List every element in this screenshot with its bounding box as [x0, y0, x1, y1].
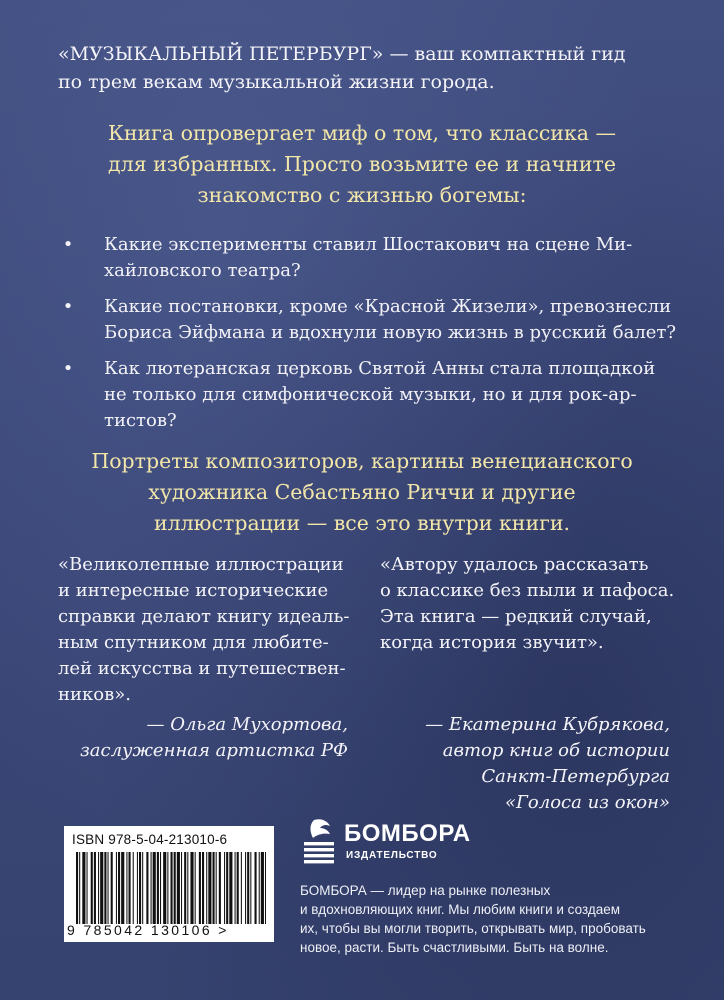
list-item-line: не только для симфонической музыки, но и для рок-ар-: [104, 384, 637, 405]
list-item: [58, 356, 678, 434]
barcode-bar: [229, 852, 232, 924]
barcode-bar: [184, 852, 186, 924]
barcode-bar: [187, 852, 188, 924]
barcode-bar: [167, 852, 168, 924]
barcode-bar: [82, 852, 85, 924]
quote-line: лей искусства и путешествен-: [58, 658, 346, 679]
barcode-bar: [100, 852, 103, 924]
mid-line: иллюстрации — все это внутри книги.: [153, 511, 571, 535]
barcode-bar: [151, 852, 152, 924]
list-item-line: хайловского театра?: [104, 260, 301, 281]
barcode-bar: [245, 852, 246, 924]
barcode-bar: [146, 852, 148, 924]
author-line: автор книг об истории: [442, 740, 670, 761]
barcode-bar: [116, 852, 117, 924]
barcode-bar: [121, 852, 124, 924]
barcode-bar: [142, 852, 143, 924]
question-list: [58, 232, 678, 444]
review-author-left: [58, 712, 348, 764]
review-quote-right: [380, 552, 680, 656]
bullet-icon: •: [62, 358, 74, 379]
barcode-bar: [163, 852, 166, 924]
barcode-bar: [237, 852, 239, 924]
author-line: — Ольга Мухортова,: [146, 714, 348, 735]
logo-subtitle: ИЗДАТЕЛЬСТВО: [346, 850, 438, 861]
barcode-bar: [208, 852, 211, 924]
publisher-logo: [300, 814, 471, 870]
barcode-digits: 9 785042 130106 >: [67, 922, 229, 938]
lead-line: знакомство с жизнью богемы:: [197, 183, 527, 207]
isbn-barcode: [64, 826, 274, 942]
barcode-bar: [133, 852, 134, 924]
barcode-bar: [104, 852, 106, 924]
quote-line: «Автору удалось рассказать: [380, 554, 649, 575]
barcode-bar: [137, 852, 138, 924]
barcode-bar: [79, 852, 80, 924]
logo-name: БОМБОРА: [344, 820, 471, 847]
wave-logo-icon: [300, 816, 338, 866]
intro-text: [58, 40, 678, 96]
quote-line: о классике без пыли и пафоса.: [380, 580, 675, 601]
barcode-bar: [235, 852, 236, 924]
barcode-bar: [202, 852, 204, 924]
barcode-bars: [76, 852, 266, 924]
barcode-bar: [126, 852, 127, 924]
review-author-right: [380, 712, 670, 816]
barcode-bar: [177, 852, 180, 924]
lead-text: [40, 118, 684, 211]
quote-line: Эта книга — редкий случай,: [380, 606, 652, 627]
barcode-bar: [139, 852, 141, 924]
author-line: заслуженная артистка РФ: [79, 740, 348, 761]
bullet-icon: •: [62, 234, 74, 255]
barcode-bar: [181, 852, 182, 924]
mid-line: Портреты композиторов, картины венецианского: [91, 449, 633, 473]
barcode-bar: [213, 852, 215, 924]
barcode-bar: [171, 852, 173, 924]
barcode-bar: [199, 852, 201, 924]
publisher-line: и вдохновляющих книг. Мы любим книги и создаем: [300, 902, 621, 917]
barcode-bar: [206, 852, 207, 924]
review-quote-left: [58, 552, 358, 708]
list-item: [58, 294, 678, 346]
barcode-bar: [226, 852, 228, 924]
illustrations-text: [40, 446, 684, 539]
barcode-bar: [157, 852, 159, 924]
quote-line: ников».: [58, 684, 131, 705]
barcode-bar: [255, 852, 257, 924]
isbn-number: ISBN 978-5-04-213010-6: [72, 832, 228, 847]
barcode-bar: [76, 852, 78, 924]
barcode-bar: [174, 852, 176, 924]
barcode-bar: [241, 852, 242, 924]
barcode-bar: [195, 852, 196, 924]
barcode-bar: [224, 852, 225, 924]
author-line: «Голоса из окон»: [504, 792, 670, 813]
barcode-bar: [98, 852, 99, 924]
barcode-bar: [216, 852, 217, 924]
barcode-bar: [129, 852, 131, 924]
quote-line: когда история звучит».: [380, 632, 604, 653]
intro-line: по трем векам музыкальной жизни города.: [58, 71, 495, 93]
barcode-bar: [265, 852, 266, 924]
barcode-bar: [108, 852, 109, 924]
barcode-bar: [91, 852, 93, 924]
publisher-description: [300, 881, 680, 957]
list-item-line: Бориса Эйфмана и вдохнули новую жизнь в русский балет?: [104, 322, 677, 343]
lead-line: для избранных. Просто возьмите ее и начните: [108, 152, 616, 176]
bullet-icon: •: [62, 296, 74, 317]
publisher-line: БОМБОРА — лидер на рынке полезных: [300, 883, 551, 898]
quote-line: «Великолепные иллюстрации: [58, 554, 344, 575]
author-line: Санкт-Петербурга: [481, 766, 670, 787]
list-item-line: Как лютеранская церковь Святой Анны стала площадкой: [104, 358, 656, 379]
barcode-bar: [94, 852, 96, 924]
barcode-bar: [153, 852, 156, 924]
barcode-bar: [118, 852, 120, 924]
barcode-bar: [247, 852, 249, 924]
barcode-bar: [259, 852, 260, 924]
intro-line: «МУЗЫКАЛЬНЫЙ ПЕТЕРБУРГ» — ваш компактный гид: [58, 43, 626, 65]
list-item: [58, 232, 678, 284]
barcode-bar: [219, 852, 221, 924]
quote-line: и интересные исторические: [58, 580, 329, 601]
list-item-line: Какие постановки, кроме «Красной Жизели», превознесли: [104, 296, 672, 317]
barcode-bar: [160, 852, 161, 924]
barcode-bar: [111, 852, 113, 924]
mid-line: художника Себастьяно Риччи и другие: [148, 480, 576, 504]
publisher-line: новое, расти. Быть счастливыми. Быть на волне.: [300, 940, 609, 955]
barcode-bar: [190, 852, 193, 924]
quote-line: ным спутником для любите-: [58, 632, 329, 653]
barcode-bar: [261, 852, 264, 924]
list-item-line: Какие эксперименты ставил Шостакович на сцене Ми-: [104, 234, 633, 255]
author-line: — Екатерина Кубрякова,: [425, 714, 670, 735]
barcode-bar: [250, 852, 251, 924]
barcode-bar: [87, 852, 88, 924]
publisher-line: их, чтобы вы могли творить, открывать мир, пробовать: [300, 921, 646, 936]
quote-line: справки делают книгу идеаль-: [58, 606, 350, 627]
list-item-line: тистов?: [104, 410, 177, 431]
lead-line: Книга опровергает миф о том, что классика —: [107, 121, 617, 145]
